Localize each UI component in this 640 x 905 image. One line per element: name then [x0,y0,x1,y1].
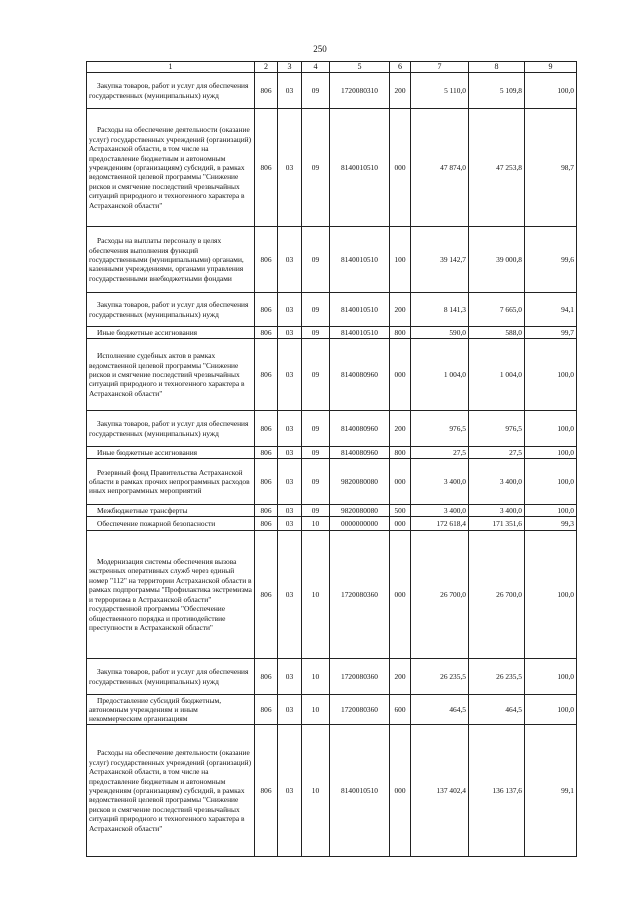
executed-amount-cell: 27,5 [469,447,525,459]
subsection-cell: 10 [302,695,330,725]
table-row [87,725,577,857]
expense-name-text: Иные бюджетные ассигнования [97,328,198,337]
planned-amount-cell: 8 141,3 [411,293,469,327]
column-number: 1 [87,62,255,73]
subsection-cell: 10 [302,531,330,659]
table-row [87,517,577,531]
section-cell: 03 [278,517,302,531]
expense-name-text: Закупка товаров, работ и услуг для обеспечения государственных (муниципальных) нужд [89,81,249,100]
expense-name-text: Закупка товаров, работ и услуг для обеспечения государственных (муниципальных) нужд [89,419,249,438]
planned-amount-cell: 27,5 [411,447,469,459]
expense-name-text: Закупка товаров, работ и услуг для обеспечения государственных (муниципальных) нужд [89,667,249,686]
target-article-cell: 8140010510 [330,293,390,327]
gov-code-cell: 806 [255,447,278,459]
column-number: 7 [411,62,469,73]
executed-amount-cell: 5 109,8 [469,73,525,109]
executed-amount-cell: 136 137,6 [469,725,525,857]
planned-amount-cell: 26 700,0 [411,531,469,659]
expense-name-cell [87,73,255,109]
expense-name-text: Предоставление субсидий бюджетным, автономным учреждениям и иным некоммерческим организациям [89,695,222,724]
gov-code-cell: 806 [255,459,278,505]
table-row [87,109,577,227]
expense-type-cell: 600 [390,695,411,725]
subsection-cell: 10 [302,725,330,857]
percent-cell: 99,7 [525,327,577,339]
column-number: 5 [330,62,390,73]
expense-name-text: Расходы на обеспечение деятельности (оказание услуг) государственных учреждений (организаций) Астраханской области, в том числе на предоставление бюджетным и автономным учреждениям (организациям) субсидий, в рамках ведомственной целевой программы "Снижение рисков и смягчение последствий чрезвычайных ситуаций природного и техногенного характера в Астраханской области" [89,748,252,833]
percent-cell: 99,3 [525,517,577,531]
target-article-cell: 1720080360 [330,659,390,695]
planned-amount-cell: 137 402,4 [411,725,469,857]
expense-type-cell: 000 [390,109,411,227]
table-row [87,659,577,695]
section-cell: 03 [278,73,302,109]
executed-amount-cell: 7 665,0 [469,293,525,327]
table-row [87,459,577,505]
page-number: 250 [313,44,327,54]
expense-name-text: Модернизация системы обеспечения вызова экстренных оперативных служб через единый номер "112" на территории Астраханской области в рамках подпрограммы "Профилактика экстремизма и терроризма в Астраханской области" государственной программы "Обеспечение общественного порядка и противодействие преступности в Астраханской области" [89,556,252,633]
executed-amount-cell: 171 351,6 [469,517,525,531]
planned-amount-cell: 1 004,0 [411,339,469,411]
section-cell: 03 [278,459,302,505]
executed-amount-cell: 26 235,5 [469,659,525,695]
column-number: 6 [390,62,411,73]
expense-name-cell [87,695,255,725]
column-number: 3 [278,62,302,73]
expense-name-cell [87,531,255,659]
percent-cell: 100,0 [525,447,577,459]
table-row [87,293,577,327]
subsection-cell: 09 [302,73,330,109]
planned-amount-cell: 464,5 [411,695,469,725]
expense-type-cell: 800 [390,447,411,459]
expense-name-cell [87,505,255,517]
subsection-cell: 09 [302,411,330,447]
expense-name-text: Расходы на обеспечение деятельности (оказание услуг) государственных учреждений (организаций) Астраханской области, в том числе на предоставление бюджетным и автономным учреждениям (организациям) субсидий, в рамках ведомственной целевой программы "Снижение рисков и смягчение последствий чрезвычайных ситуаций природного и техногенного характера в Астраханской области" [89,125,252,210]
percent-cell: 98,7 [525,109,577,227]
subsection-cell: 10 [302,517,330,531]
planned-amount-cell: 39 142,7 [411,227,469,293]
table-row [87,505,577,517]
expense-name-cell [87,109,255,227]
section-cell: 03 [278,109,302,227]
section-cell: 03 [278,695,302,725]
table-row [87,411,577,447]
percent-cell: 100,0 [525,459,577,505]
subsection-cell: 09 [302,109,330,227]
gov-code-cell: 806 [255,73,278,109]
expense-name-text: Закупка товаров, работ и услуг для обеспечения государственных (муниципальных) нужд [89,300,249,319]
target-article-cell: 8140080960 [330,447,390,459]
subsection-cell: 09 [302,459,330,505]
percent-cell: 100,0 [525,695,577,725]
executed-amount-cell: 464,5 [469,695,525,725]
gov-code-cell: 806 [255,293,278,327]
gov-code-cell: 806 [255,517,278,531]
target-article-cell: 8140080960 [330,339,390,411]
subsection-cell: 09 [302,505,330,517]
executed-amount-cell: 976,5 [469,411,525,447]
executed-amount-cell: 26 700,0 [469,531,525,659]
subsection-cell: 09 [302,227,330,293]
target-article-cell: 8140010510 [330,109,390,227]
percent-cell: 100,0 [525,531,577,659]
gov-code-cell: 806 [255,227,278,293]
expense-name-cell [87,227,255,293]
planned-amount-cell: 5 110,0 [411,73,469,109]
column-number: 2 [255,62,278,73]
expense-name-text: Расходы на выплаты персоналу в целях обеспечения выполнения функций государственными (муниципальными) органами, казенными учреждениями, органами управления государственными внебюджетными фондами [89,236,244,283]
planned-amount-cell: 26 235,5 [411,659,469,695]
expense-name-text: Межбюджетные трансферты [97,506,188,515]
subsection-cell: 09 [302,293,330,327]
section-cell: 03 [278,725,302,857]
percent-cell: 100,0 [525,73,577,109]
column-number: 9 [525,62,577,73]
planned-amount-cell: 3 400,0 [411,459,469,505]
percent-cell: 94,1 [525,293,577,327]
planned-amount-cell: 976,5 [411,411,469,447]
expense-name-cell [87,339,255,411]
planned-amount-cell: 590,0 [411,327,469,339]
expense-type-cell: 800 [390,327,411,339]
executed-amount-cell: 3 400,0 [469,505,525,517]
subsection-cell: 09 [302,327,330,339]
expense-type-cell: 100 [390,227,411,293]
target-article-cell: 8140010510 [330,327,390,339]
executed-amount-cell: 1 004,0 [469,339,525,411]
gov-code-cell: 806 [255,339,278,411]
percent-cell: 100,0 [525,505,577,517]
column-number-row [87,62,577,73]
expense-type-cell: 200 [390,73,411,109]
target-article-cell: 9820080080 [330,459,390,505]
table-body [87,73,577,857]
column-number: 4 [302,62,330,73]
table-row [87,327,577,339]
column-number: 8 [469,62,525,73]
target-article-cell: 1720080360 [330,531,390,659]
table-row [87,227,577,293]
table-row [87,73,577,109]
executed-amount-cell: 39 000,8 [469,227,525,293]
expense-name-text: Резервный фонд Правительства Астраханской области в рамках прочих непрограммных расходов иных непрограммных мероприятий [89,467,250,496]
expense-type-cell: 000 [390,531,411,659]
expense-name-cell [87,327,255,339]
expense-type-cell: 500 [390,505,411,517]
subsection-cell: 10 [302,659,330,695]
expense-name-cell [87,725,255,857]
budget-table [86,61,577,857]
section-cell: 03 [278,505,302,517]
expense-name-cell [87,459,255,505]
gov-code-cell: 806 [255,411,278,447]
executed-amount-cell: 47 253,8 [469,109,525,227]
target-article-cell: 8140080960 [330,411,390,447]
target-article-cell: 9820080080 [330,505,390,517]
table-row [87,339,577,411]
expense-name-cell [87,447,255,459]
expense-name-text: Иные бюджетные ассигнования [97,448,198,457]
expense-type-cell: 200 [390,411,411,447]
planned-amount-cell: 47 874,0 [411,109,469,227]
expense-name-text: Исполнение судебных актов в рамках ведомственной целевой программы "Снижение рисков и смягчение последствий чрезвычайных ситуаций природного и техногенного характера в Астраханской области" [89,351,245,398]
gov-code-cell: 806 [255,659,278,695]
gov-code-cell: 806 [255,531,278,659]
target-article-cell: 8140010510 [330,227,390,293]
executed-amount-cell: 588,0 [469,327,525,339]
target-article-cell: 8140010510 [330,725,390,857]
section-cell: 03 [278,411,302,447]
section-cell: 03 [278,293,302,327]
expense-type-cell: 200 [390,293,411,327]
planned-amount-cell: 172 618,4 [411,517,469,531]
subsection-cell: 09 [302,447,330,459]
gov-code-cell: 806 [255,505,278,517]
table-row [87,531,577,659]
section-cell: 03 [278,659,302,695]
percent-cell: 100,0 [525,411,577,447]
target-article-cell: 0000000000 [330,517,390,531]
expense-type-cell: 000 [390,339,411,411]
table-row [87,695,577,725]
section-cell: 03 [278,339,302,411]
expense-type-cell: 000 [390,725,411,857]
expense-type-cell: 000 [390,459,411,505]
table-row [87,447,577,459]
expense-name-cell [87,517,255,531]
percent-cell: 99,6 [525,227,577,293]
planned-amount-cell: 3 400,0 [411,505,469,517]
section-cell: 03 [278,531,302,659]
target-article-cell: 1720080360 [330,695,390,725]
expense-type-cell: 200 [390,659,411,695]
table-header [87,62,577,73]
executed-amount-cell: 3 400,0 [469,459,525,505]
expense-name-cell [87,293,255,327]
section-cell: 03 [278,327,302,339]
gov-code-cell: 806 [255,725,278,857]
expense-name-cell [87,411,255,447]
section-cell: 03 [278,227,302,293]
target-article-cell: 1720080310 [330,73,390,109]
gov-code-cell: 806 [255,109,278,227]
percent-cell: 99,1 [525,725,577,857]
expense-name-cell [87,659,255,695]
percent-cell: 100,0 [525,339,577,411]
percent-cell: 100,0 [525,659,577,695]
gov-code-cell: 806 [255,327,278,339]
gov-code-cell: 806 [255,695,278,725]
section-cell: 03 [278,447,302,459]
expense-name-text: Обеспечение пожарной безопасности [97,519,216,528]
subsection-cell: 09 [302,339,330,411]
expense-type-cell: 000 [390,517,411,531]
